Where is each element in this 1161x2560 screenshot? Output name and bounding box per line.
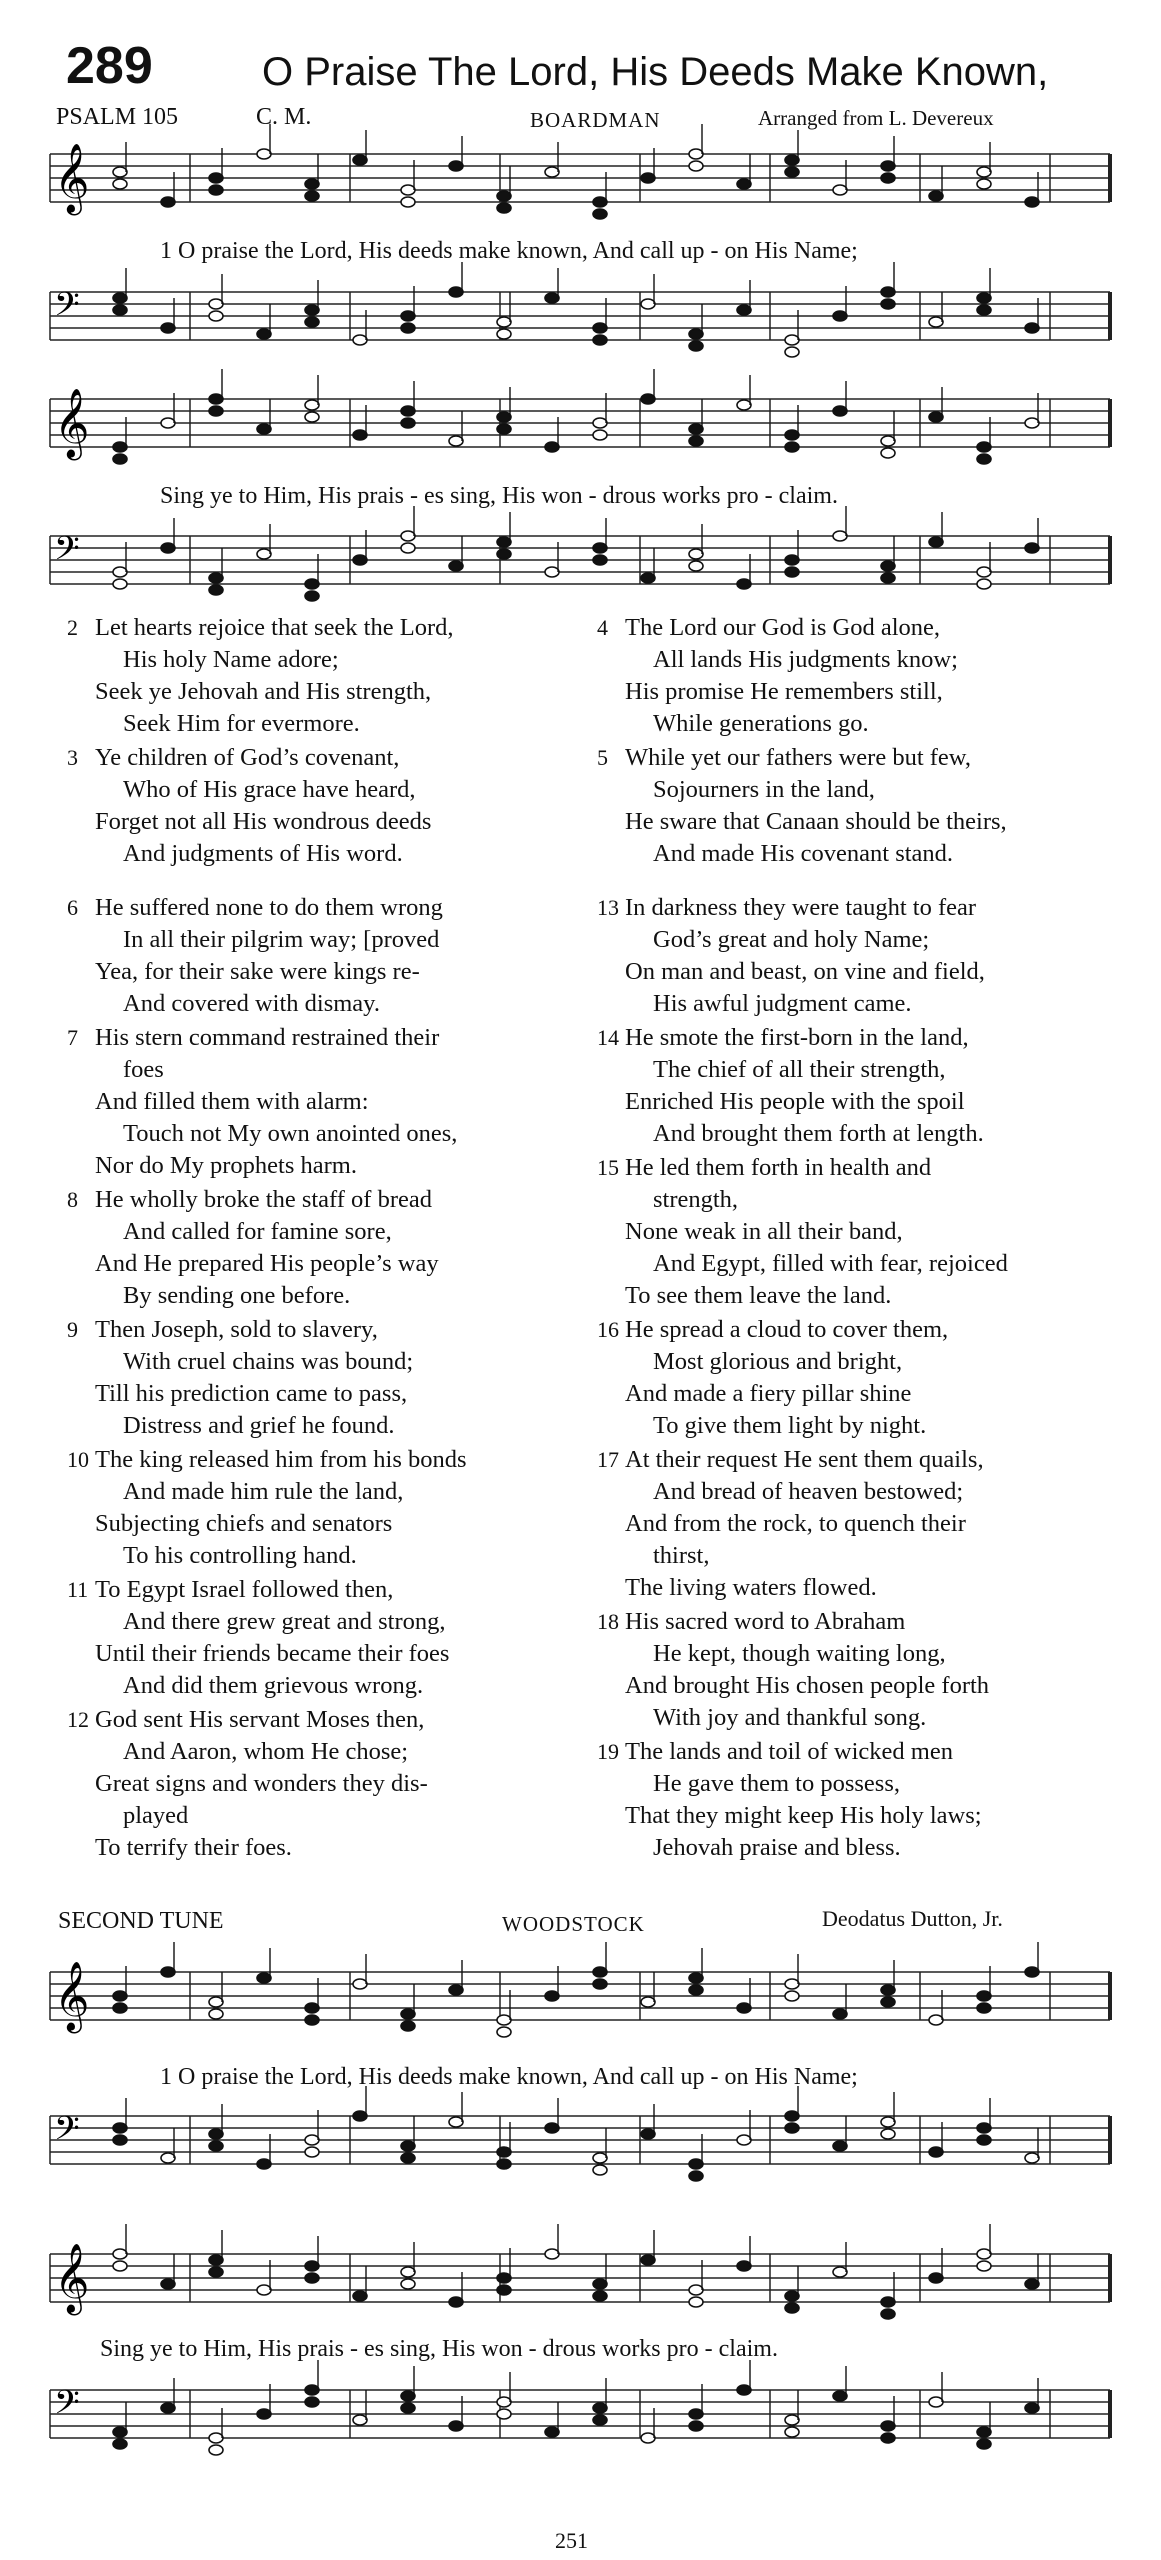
stanza-line: He spread a cloud to cover them, [625, 1316, 949, 1343]
stanza-number: 11 [67, 1577, 89, 1602]
stanza [67, 1184, 439, 1312]
stanza-line: To terrify their foes. [95, 1834, 292, 1861]
stanza-line: The chief of all their strength, [653, 1056, 946, 1083]
music-staff-bass [50, 2376, 1110, 2486]
stanza-number: 6 [67, 895, 78, 920]
stanza [67, 1314, 414, 1442]
stanza [597, 1022, 984, 1150]
stanza-line: And made him rule the land, [123, 1478, 404, 1505]
stanza-number: 14 [597, 1025, 619, 1050]
stanza [67, 612, 454, 740]
stanza [597, 892, 985, 1020]
lyric-line: 1 O praise the Lord, His deeds make known, And call up - on His Name; [160, 2064, 858, 2090]
stanza [67, 1022, 458, 1182]
stanza-line: He suffered none to do them wrong [95, 894, 443, 921]
lyric-line: Sing ye to Him, His prais - es sing, His won - drous works pro - claim. [100, 2336, 778, 2362]
stanza-line: While generations go. [653, 710, 869, 737]
stanza-line: Jehovah praise and bless. [653, 1834, 901, 1861]
stanza-line: And did them grievous wrong. [123, 1672, 424, 1699]
hymn-number: 289 [66, 37, 153, 95]
stanza-number: 4 [597, 615, 608, 640]
svg-text:𝄞: 𝄞 [54, 143, 90, 213]
svg-text:𝄞: 𝄞 [54, 1961, 90, 2031]
psalm-reference: PSALM 105 [56, 104, 179, 130]
stanza-line: And filled them with alarm: [95, 1088, 369, 1115]
stanza-line: foes [123, 1056, 164, 1083]
stanza-line: Ye children of God’s covenant, [95, 744, 400, 771]
stanza-line: And there grew great and strong, [123, 1608, 446, 1635]
stanza-line: God’s great and holy Name; [653, 926, 930, 953]
stanza-line: Till his prediction came to pass, [95, 1380, 408, 1407]
stanza [597, 1736, 982, 1864]
stanza [67, 1574, 450, 1702]
stanza [67, 1704, 428, 1864]
stanza-line: And judgments of His word. [123, 840, 403, 867]
svg-text:𝄢: 𝄢 [54, 2110, 80, 2156]
stanza-line: And brought His chosen people forth [625, 1672, 990, 1699]
stanza-line: And bread of heaven bestowed; [653, 1478, 964, 1505]
stanza-line: His stern command restrained their [95, 1024, 440, 1051]
stanza-number: 17 [597, 1447, 619, 1472]
stanza-line: And Egypt, filled with fear, rejoiced [653, 1250, 1008, 1277]
stanza-line: Touch not My own anointed ones, [123, 1120, 458, 1147]
stanza-line: And covered with dismay. [123, 990, 380, 1017]
second-tune-name: WOODSTOCK [502, 1912, 645, 1936]
page-number: 251 [555, 2528, 588, 2553]
stanza-line: He kept, though waiting long, [653, 1640, 946, 1667]
stanza-line: With joy and thankful song. [653, 1704, 927, 1731]
svg-text:𝄢: 𝄢 [54, 530, 80, 576]
svg-text:𝄞: 𝄞 [54, 2243, 90, 2313]
stanza-line: Seek Him for evermore. [123, 710, 360, 737]
stanza-number: 7 [67, 1025, 78, 1050]
stanza-number: 19 [597, 1739, 619, 1764]
stanza [67, 1444, 467, 1572]
svg-text:𝄢: 𝄢 [54, 2384, 80, 2430]
stanza-number: 8 [67, 1187, 78, 1212]
stanza [67, 892, 443, 1020]
stanza-number: 2 [67, 615, 78, 640]
stanza-number: 10 [67, 1447, 89, 1472]
lyric-line: 1 O praise the Lord, His deeds make known, And call up - on His Name; [160, 238, 858, 264]
stanza-line: The living waters flowed. [625, 1574, 877, 1601]
stanza-line: He wholly broke the staff of bread [95, 1186, 432, 1213]
stanza-line: Seek ye Jehovah and His strength, [95, 678, 432, 705]
stanza-line: And brought them forth at length. [653, 1120, 984, 1147]
stanza-line: And He prepared His people’s way [95, 1250, 439, 1277]
stanza-number: 15 [597, 1155, 619, 1180]
stanza-line: And made His covenant stand. [653, 840, 954, 867]
stanza-line: All lands His judgments know; [653, 646, 958, 673]
stanza-line: strength, [653, 1186, 739, 1213]
stanza-line: Enriched His people with the spoil [625, 1088, 965, 1115]
stanza [597, 1444, 984, 1604]
stanza-line: Until their friends became their foes [95, 1640, 450, 1667]
meter: C. M. [256, 104, 312, 130]
music-staff-treble [50, 385, 1110, 495]
stanza [597, 612, 958, 740]
stanza-line: Yea, for their sake were kings re- [95, 958, 420, 985]
stanza-line: To his controlling hand. [123, 1542, 357, 1569]
stanza-line: With cruel chains was bound; [123, 1348, 414, 1375]
stanza-line: played [123, 1802, 189, 1829]
second-tune-label: SECOND TUNE [58, 1908, 224, 1934]
stanza-line: He gave them to possess, [653, 1770, 900, 1797]
stanza [597, 1606, 990, 1734]
stanza-line: His holy Name adore; [123, 646, 339, 673]
stanza-line: His promise He remembers still, [625, 678, 943, 705]
stanza-line: He led them forth in health and [625, 1154, 932, 1181]
stanza-number: 9 [67, 1317, 78, 1342]
stanza-number: 13 [597, 895, 619, 920]
stanza-line: God sent His servant Moses then, [95, 1706, 425, 1733]
stanza-line: By sending one before. [123, 1282, 351, 1309]
second-tune-composer: Deodatus Dutton, Jr. [822, 1906, 1003, 1931]
stanza-line: That they might keep His holy laws; [625, 1802, 982, 1829]
stanza-line: At their request He sent them quails, [625, 1446, 984, 1473]
stanza-line: Let hearts rejoice that seek the Lord, [95, 614, 454, 641]
stanza-line: Most glorious and bright, [653, 1348, 903, 1375]
arranger: Arranged from L. Devereux [758, 106, 994, 130]
music-staff-bass [50, 2102, 1110, 2212]
svg-text:𝄞: 𝄞 [54, 388, 90, 458]
stanza-line: His awful judgment came. [653, 990, 912, 1017]
stanza-line: In darkness they were taught to fear [625, 894, 977, 921]
stanza-number: 16 [597, 1317, 619, 1342]
stanza-line: And called for famine sore, [123, 1218, 392, 1245]
lyric-line: Sing ye to Him, His prais - es sing, His won - drous works pro - claim. [160, 483, 838, 509]
stanza-line: On man and beast, on vine and field, [625, 958, 985, 985]
stanza-line: thirst, [653, 1542, 710, 1569]
stanza-line: And Aaron, whom He chose; [123, 1738, 409, 1765]
hymn-title: O Praise The Lord, His Deeds Make Known, [262, 50, 1049, 94]
stanza-line: To give them light by night. [653, 1412, 927, 1439]
stanza-number: 12 [67, 1707, 89, 1732]
stanza-number: 5 [597, 745, 608, 770]
stanza-line: Forget not all His wondrous deeds [95, 808, 432, 835]
stanza-line: To see them leave the land. [625, 1282, 892, 1309]
stanza-line: To Egypt Israel followed then, [95, 1576, 394, 1603]
stanza [597, 1314, 949, 1442]
stanza-line: He sware that Canaan should be theirs, [625, 808, 1007, 835]
stanza-line: While yet our fathers were but few, [625, 744, 972, 771]
stanza-line: His sacred word to Abraham [625, 1608, 906, 1635]
svg-text:𝄢: 𝄢 [54, 286, 80, 332]
stanza-line: The lands and toil of wicked men [625, 1738, 953, 1765]
stanza-line: And from the rock, to quench their [625, 1510, 966, 1537]
stanza-line: None weak in all their band, [625, 1218, 903, 1245]
stanza-line: In all their pilgrim way; [proved [123, 926, 440, 953]
stanza-number: 18 [597, 1609, 619, 1634]
stanza-line: Who of His grace have heard, [123, 776, 416, 803]
music-staff-treble [50, 140, 1110, 250]
stanza-line: He smote the first-born in the land, [625, 1024, 969, 1051]
stanza-line: The Lord our God is God alone, [625, 614, 941, 641]
stanza-line: Then Joseph, sold to slavery, [95, 1316, 378, 1343]
stanza [597, 742, 1007, 870]
stanza-line: Distress and grief he found. [123, 1412, 395, 1439]
stanza-line: Subjecting chiefs and senators [95, 1510, 393, 1537]
stanza-number: 3 [67, 745, 78, 770]
stanza [67, 742, 432, 870]
stanza-line: Nor do My prophets harm. [95, 1152, 357, 1179]
stanza [597, 1152, 1008, 1312]
music-staff-treble [50, 1958, 1110, 2068]
music-staff-treble [50, 2240, 1110, 2350]
music-staff-bass [50, 278, 1110, 388]
stanza-line: And made a fiery pillar shine [625, 1380, 912, 1407]
stanza-line: Sojourners in the land, [653, 776, 875, 803]
stanza-line: The king released him from his bonds [95, 1446, 467, 1473]
stanza-line: Great signs and wonders they dis- [95, 1770, 428, 1797]
tune-name: BOARDMAN [530, 108, 661, 132]
